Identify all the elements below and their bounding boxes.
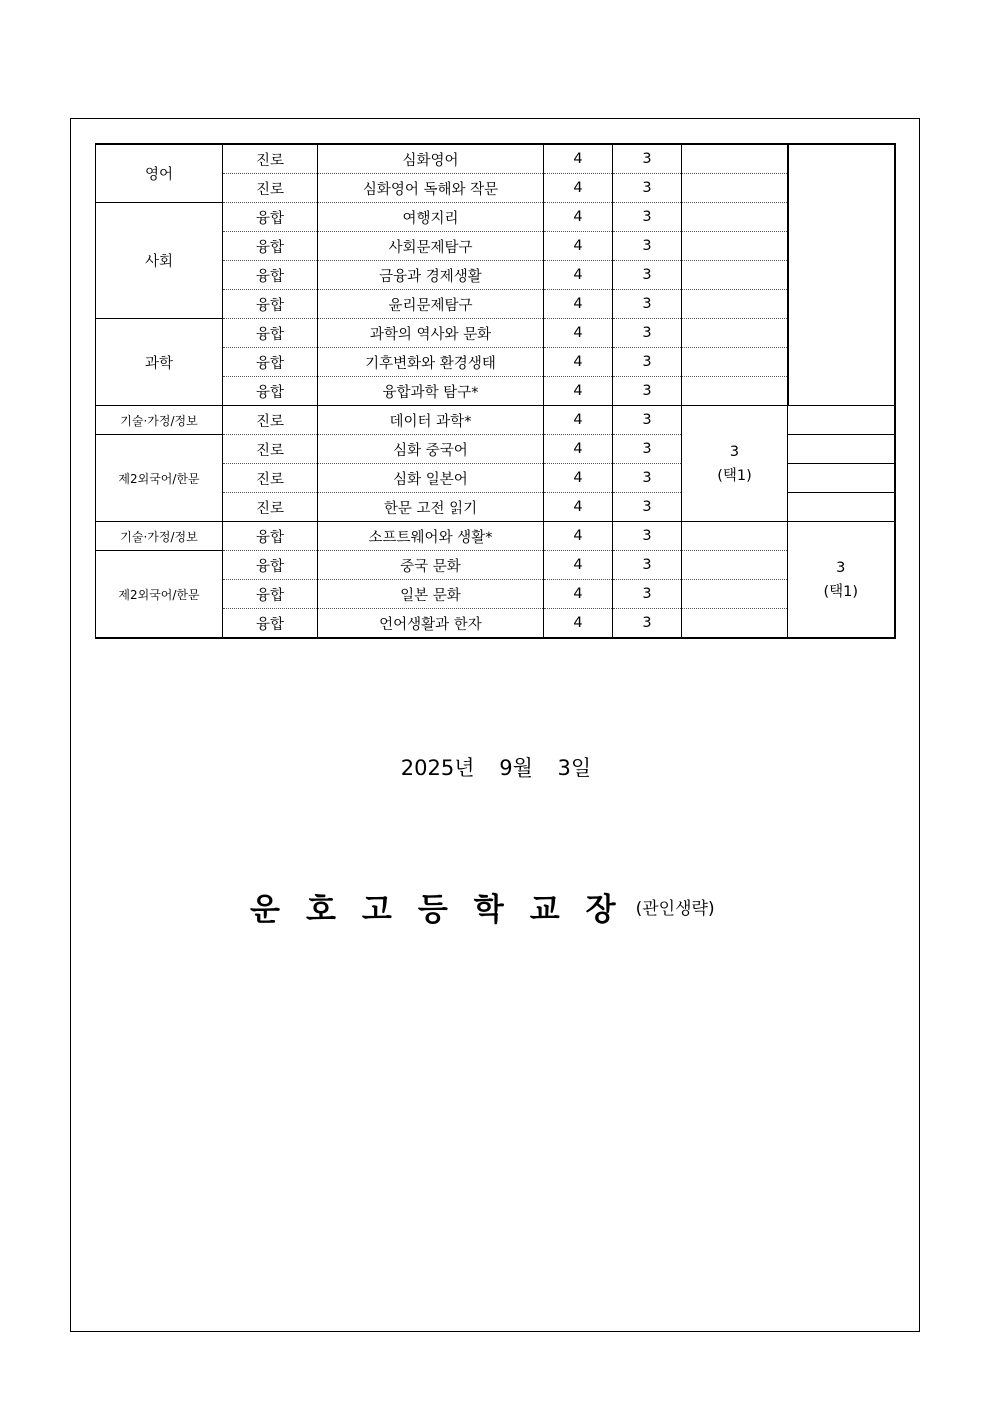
choice-cell bbox=[682, 377, 788, 406]
subject-cell: 윤리문제탐구 bbox=[318, 290, 544, 319]
choice-count: 3 bbox=[729, 443, 740, 460]
type-cell: 진로 bbox=[223, 174, 318, 203]
type-cell: 진로 bbox=[223, 464, 318, 493]
subject-cell: 기후변화와 환경생태 bbox=[318, 348, 544, 377]
type-cell: 융합 bbox=[223, 232, 318, 261]
credits-cell: 4 bbox=[544, 144, 613, 174]
table-row bbox=[96, 406, 895, 435]
table-row bbox=[96, 319, 895, 348]
credits-cell: 4 bbox=[544, 290, 613, 319]
hours-cell: 3 bbox=[613, 290, 682, 319]
type-cell: 융합 bbox=[223, 551, 318, 580]
choice-note: (택1) bbox=[717, 467, 752, 484]
choice-cell bbox=[682, 319, 788, 348]
hours-cell: 3 bbox=[613, 203, 682, 232]
choice-cell bbox=[788, 464, 895, 493]
type-cell: 융합 bbox=[223, 319, 318, 348]
hours-cell: 3 bbox=[613, 493, 682, 522]
type-cell: 융합 bbox=[223, 609, 318, 639]
type-cell: 융합 bbox=[223, 290, 318, 319]
table-row bbox=[96, 522, 895, 551]
type-cell: 융합 bbox=[223, 377, 318, 406]
credits-cell: 4 bbox=[544, 580, 613, 609]
credits-cell: 4 bbox=[544, 522, 613, 551]
group-cell: 제2외국어/한문 bbox=[96, 551, 223, 639]
credits-cell: 4 bbox=[544, 493, 613, 522]
credits-cell: 4 bbox=[544, 261, 613, 290]
choice-cell bbox=[682, 522, 788, 551]
course-table bbox=[95, 143, 896, 639]
table-row bbox=[96, 144, 895, 174]
group-cell: 과학 bbox=[96, 319, 223, 406]
choice-cell bbox=[682, 232, 788, 261]
type-cell: 융합 bbox=[223, 522, 318, 551]
choice-cell bbox=[682, 144, 788, 174]
choice-cell bbox=[682, 551, 788, 580]
date-year: 2025년 bbox=[400, 756, 475, 780]
credits-cell: 4 bbox=[544, 319, 613, 348]
date-day: 3일 bbox=[557, 756, 592, 780]
credits-cell: 4 bbox=[544, 406, 613, 435]
hours-cell: 3 bbox=[613, 319, 682, 348]
choice-cell bbox=[788, 493, 895, 522]
seal-note: (관인생략) bbox=[635, 898, 715, 919]
hours-cell: 3 bbox=[613, 609, 682, 639]
choice-cell bbox=[682, 261, 788, 290]
type-cell: 진로 bbox=[223, 493, 318, 522]
hours-cell: 3 bbox=[613, 435, 682, 464]
choice-cell-blank bbox=[788, 144, 895, 406]
hours-cell: 3 bbox=[613, 174, 682, 203]
choice-cell bbox=[682, 609, 788, 639]
type-cell: 융합 bbox=[223, 261, 318, 290]
type-cell: 융합 bbox=[223, 203, 318, 232]
subject-cell: 사회문제탐구 bbox=[318, 232, 544, 261]
subject-cell: 심화 중국어 bbox=[318, 435, 544, 464]
table-row bbox=[96, 203, 895, 232]
choice-cell bbox=[682, 348, 788, 377]
hours-cell: 3 bbox=[613, 144, 682, 174]
hours-cell: 3 bbox=[613, 522, 682, 551]
subject-cell: 데이터 과학* bbox=[318, 406, 544, 435]
choice-count: 3 bbox=[836, 559, 846, 576]
credits-cell: 4 bbox=[544, 435, 613, 464]
date-line bbox=[0, 752, 992, 782]
group-cell: 사회 bbox=[96, 203, 223, 319]
credits-cell: 4 bbox=[544, 348, 613, 377]
subject-cell: 융합과학 탐구* bbox=[318, 377, 544, 406]
group-cell: 기술·가정/정보 bbox=[96, 522, 223, 551]
choice-cell bbox=[682, 174, 788, 203]
hours-cell: 3 bbox=[613, 464, 682, 493]
choice-cell bbox=[788, 406, 895, 435]
hours-cell: 3 bbox=[613, 377, 682, 406]
credits-cell: 4 bbox=[544, 464, 613, 493]
choice-cell bbox=[788, 435, 895, 464]
choice-group-b bbox=[788, 522, 895, 639]
subject-cell: 소프트웨어와 생활* bbox=[318, 522, 544, 551]
choice-cell bbox=[682, 290, 788, 319]
type-cell: 진로 bbox=[223, 435, 318, 464]
group-cell: 기술·가정/정보 bbox=[96, 406, 223, 435]
subject-cell: 중국 문화 bbox=[318, 551, 544, 580]
credits-cell: 4 bbox=[544, 609, 613, 639]
credits-cell: 4 bbox=[544, 203, 613, 232]
credits-cell: 4 bbox=[544, 551, 613, 580]
subject-cell: 한문 고전 읽기 bbox=[318, 493, 544, 522]
subject-cell: 언어생활과 한자 bbox=[318, 609, 544, 639]
group-cell: 제2외국어/한문 bbox=[96, 435, 223, 522]
subject-cell: 여행지리 bbox=[318, 203, 544, 232]
hours-cell: 3 bbox=[613, 580, 682, 609]
hours-cell: 3 bbox=[613, 261, 682, 290]
date-month: 9월 bbox=[499, 756, 533, 780]
type-cell: 융합 bbox=[223, 580, 318, 609]
subject-cell: 심화영어 독해와 작문 bbox=[318, 174, 544, 203]
hours-cell: 3 bbox=[613, 232, 682, 261]
school-name: 운호고등학교장 bbox=[250, 891, 642, 928]
credits-cell: 4 bbox=[544, 174, 613, 203]
hours-cell: 3 bbox=[613, 551, 682, 580]
choice-cell bbox=[682, 580, 788, 609]
signature bbox=[250, 884, 770, 928]
choice-cell bbox=[682, 203, 788, 232]
choice-note: (택1) bbox=[823, 583, 859, 600]
hours-cell: 3 bbox=[613, 348, 682, 377]
table-row bbox=[96, 551, 895, 580]
group-cell: 영어 bbox=[96, 144, 223, 203]
credits-cell: 4 bbox=[544, 232, 613, 261]
credits-cell: 4 bbox=[544, 377, 613, 406]
subject-cell: 과학의 역사와 문화 bbox=[318, 319, 544, 348]
hours-cell: 3 bbox=[613, 406, 682, 435]
type-cell: 융합 bbox=[223, 348, 318, 377]
choice-group-a bbox=[682, 406, 788, 522]
subject-cell: 심화영어 bbox=[318, 144, 544, 174]
type-cell: 진로 bbox=[223, 406, 318, 435]
subject-cell: 금융과 경제생활 bbox=[318, 261, 544, 290]
subject-cell: 일본 문화 bbox=[318, 580, 544, 609]
type-cell: 진로 bbox=[223, 144, 318, 174]
subject-cell: 심화 일본어 bbox=[318, 464, 544, 493]
